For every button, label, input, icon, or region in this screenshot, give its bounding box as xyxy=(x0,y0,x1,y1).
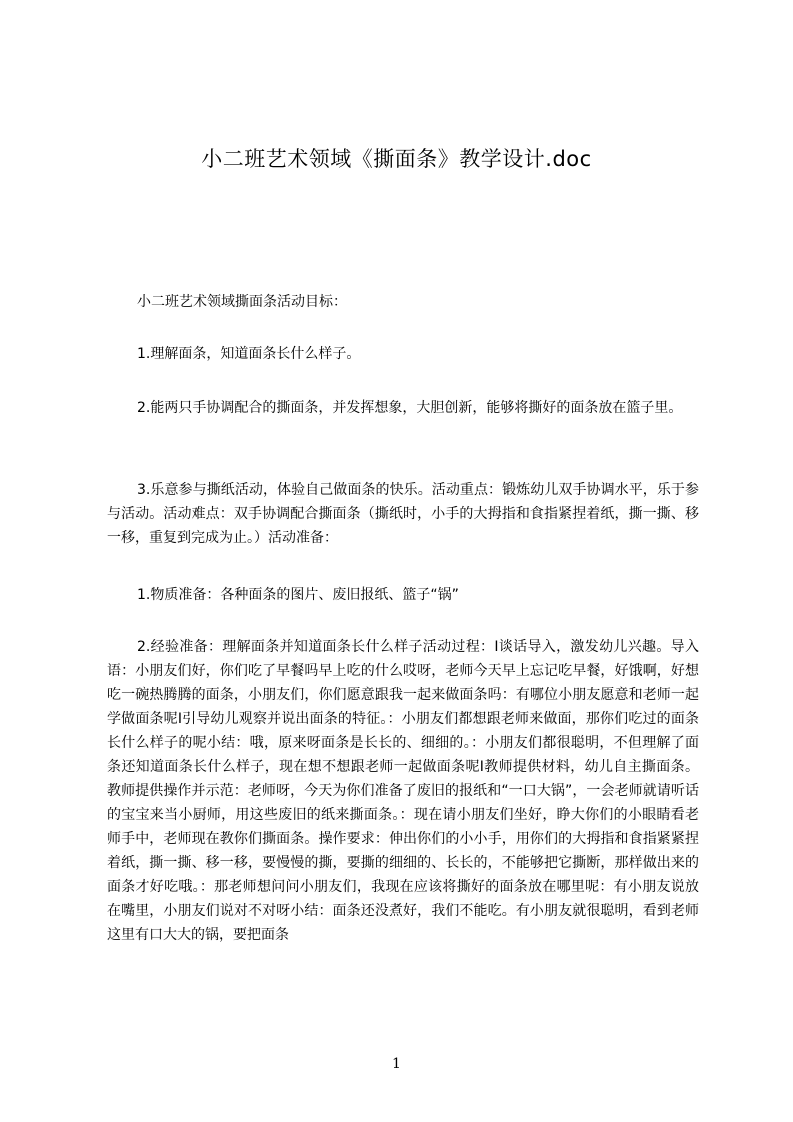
document-title: 小二班艺术领域《撕面条》教学设计.doc xyxy=(201,147,592,171)
paragraph-goal-3: 3.乐意参与撕纸活动，体验自己做面条的快乐。活动重点：锻炼幼儿双手协调水平，乐于参与活动。活动难点：双手协调配合撕面条（撕纸时，小手的大拇指和食指紧捏着纸，撕一撕、移一移，重复到完成为止。）活动准备： xyxy=(107,482,699,546)
paragraph-goals-heading: 小二班艺术领域撕面条活动目标： xyxy=(137,294,347,310)
paragraph-experience-prep: 2.经验准备：理解面条并知道面条长什么样子活动过程：Ⅰ谈话导入，激发幼儿兴趣。导入语：小朋友们好，你们吃了早餐吗早上吃的什么哎呀，老师今天早上忘记吃早餐，好饿啊，好想吃一碗热腾腾的面条，小朋友们，你们愿意跟我一起来做面条吗：有哪位小朋友愿意和老师一起学做面条呢Ⅰ引导幼儿观察并说出面条的特征。：小朋友们都想跟老师来做面，那你们吃过的面条长什么样子的呢小结：哦，原来呀面条是长长的、细细的。：小朋友们都很聪明，不但理解了面条还知道面条长什么样子，现在想不想跟老师一起做面条呢Ⅰ教师提供材料，幼儿自主撕面条。教师提供操作并示范：老师呀，今天为你们准备了废旧的报纸和“一口大锅”，一会老师就请听话的宝宝来当小厨师，用这些废旧的纸来撕面条。：现在请小朋友们坐好，睁大你们的小眼睛看老师手中，老师现在教你们撕面条。操作要求：伸出你们的小小手，用你们的大拇指和食指紧紧捏着纸，撕一撕、移一移，要慢慢的撕，要撕的细细的、长长的，不能够把它撕断，那样做出来的面条才好吃哦。：那老师想问问小朋友们，我现在应该将撕好的面条放在哪里呢：有小朋友说放在嘴里，小朋友们说对不对呀小结：面条还没煮好，我们不能吃。有小朋友就很聪明，看到老师这里有口大大的锅，要把面条 xyxy=(107,639,699,943)
paragraph-material-prep: 1.物质准备：各种面条的图片、废旧报纸、篮子“锅” xyxy=(137,587,459,603)
paragraph-goal-2: 2.能两只手协调配合的撕面条，并发挥想象，大胆创新，能够将撕好的面条放在篮子里。 xyxy=(137,400,683,416)
page-number: 1 xyxy=(392,1056,401,1072)
paragraph-goal-1: 1.理解面条，知道面条长什么样子。 xyxy=(137,346,361,362)
